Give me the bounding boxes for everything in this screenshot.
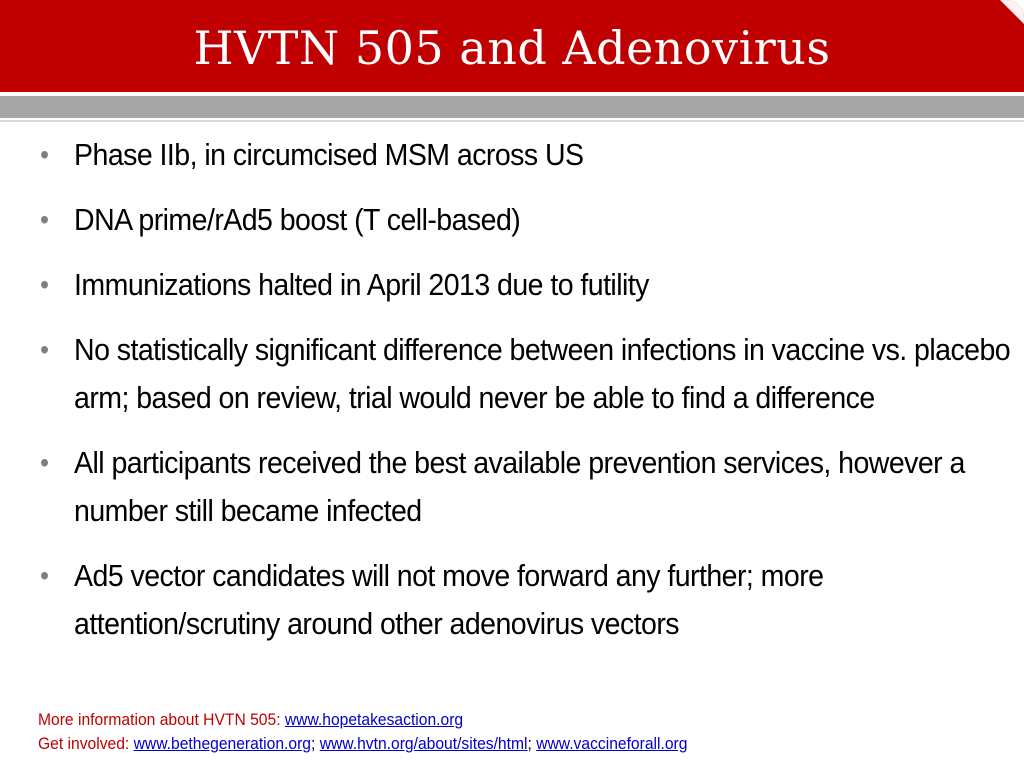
more-info-line bbox=[38, 708, 866, 732]
link-separator: ; bbox=[311, 734, 316, 753]
title-underline-shadow bbox=[0, 120, 1024, 122]
slide-title: HVTN 505 and Adenovirus bbox=[193, 21, 831, 75]
bullet-text: Ad5 vector candidates will not move forward any further; more attention/scrutiny around other adenovirus vectors bbox=[74, 558, 824, 641]
bullet-text: DNA prime/rAd5 boost (T cell-based) bbox=[74, 202, 521, 237]
bullet-icon: • bbox=[40, 204, 49, 235]
bullet-icon: • bbox=[40, 269, 49, 300]
bullet-text: No statistically significant difference between infections in vaccine vs. placebo arm; based on review, trial would never be able to find a difference bbox=[74, 332, 1011, 415]
bullet-item bbox=[40, 131, 1012, 179]
bullet-icon: • bbox=[40, 139, 49, 170]
bullet-icon: • bbox=[40, 560, 49, 591]
title-underline-bar bbox=[0, 96, 1024, 118]
footer bbox=[38, 708, 866, 756]
hopetakesaction-link[interactable]: www.hopetakesaction.org bbox=[284, 710, 464, 729]
bullet-text: Immunizations halted in April 2013 due to futility bbox=[74, 267, 649, 302]
bullet-icon: • bbox=[40, 334, 49, 365]
bullet-text: Phase IIb, in circumcised MSM across US bbox=[74, 137, 584, 172]
bullet-item bbox=[40, 326, 1012, 422]
bullet-item bbox=[40, 439, 1012, 535]
hvtn-sites-link[interactable]: www.hvtn.org/about/sites/html bbox=[319, 734, 528, 753]
link-separator: ; bbox=[527, 734, 532, 753]
get-involved-line bbox=[38, 732, 866, 756]
bullet-list bbox=[40, 131, 1011, 665]
get-involved-label: Get involved: bbox=[38, 734, 134, 753]
bullet-item bbox=[40, 552, 1012, 648]
more-info-label: More information about HVTN 505: bbox=[38, 710, 285, 729]
bullet-icon: • bbox=[40, 447, 49, 478]
bullet-text: All participants received the best available prevention services, however a number still became infected bbox=[74, 445, 965, 528]
bullet-item bbox=[40, 196, 1012, 244]
title-bar bbox=[0, 0, 1024, 92]
vaccineforall-link[interactable]: www.vaccineforall.org bbox=[536, 734, 688, 753]
bethegeneration-link[interactable]: www.bethegeneration.org bbox=[133, 734, 312, 753]
bullet-item bbox=[40, 261, 1012, 309]
